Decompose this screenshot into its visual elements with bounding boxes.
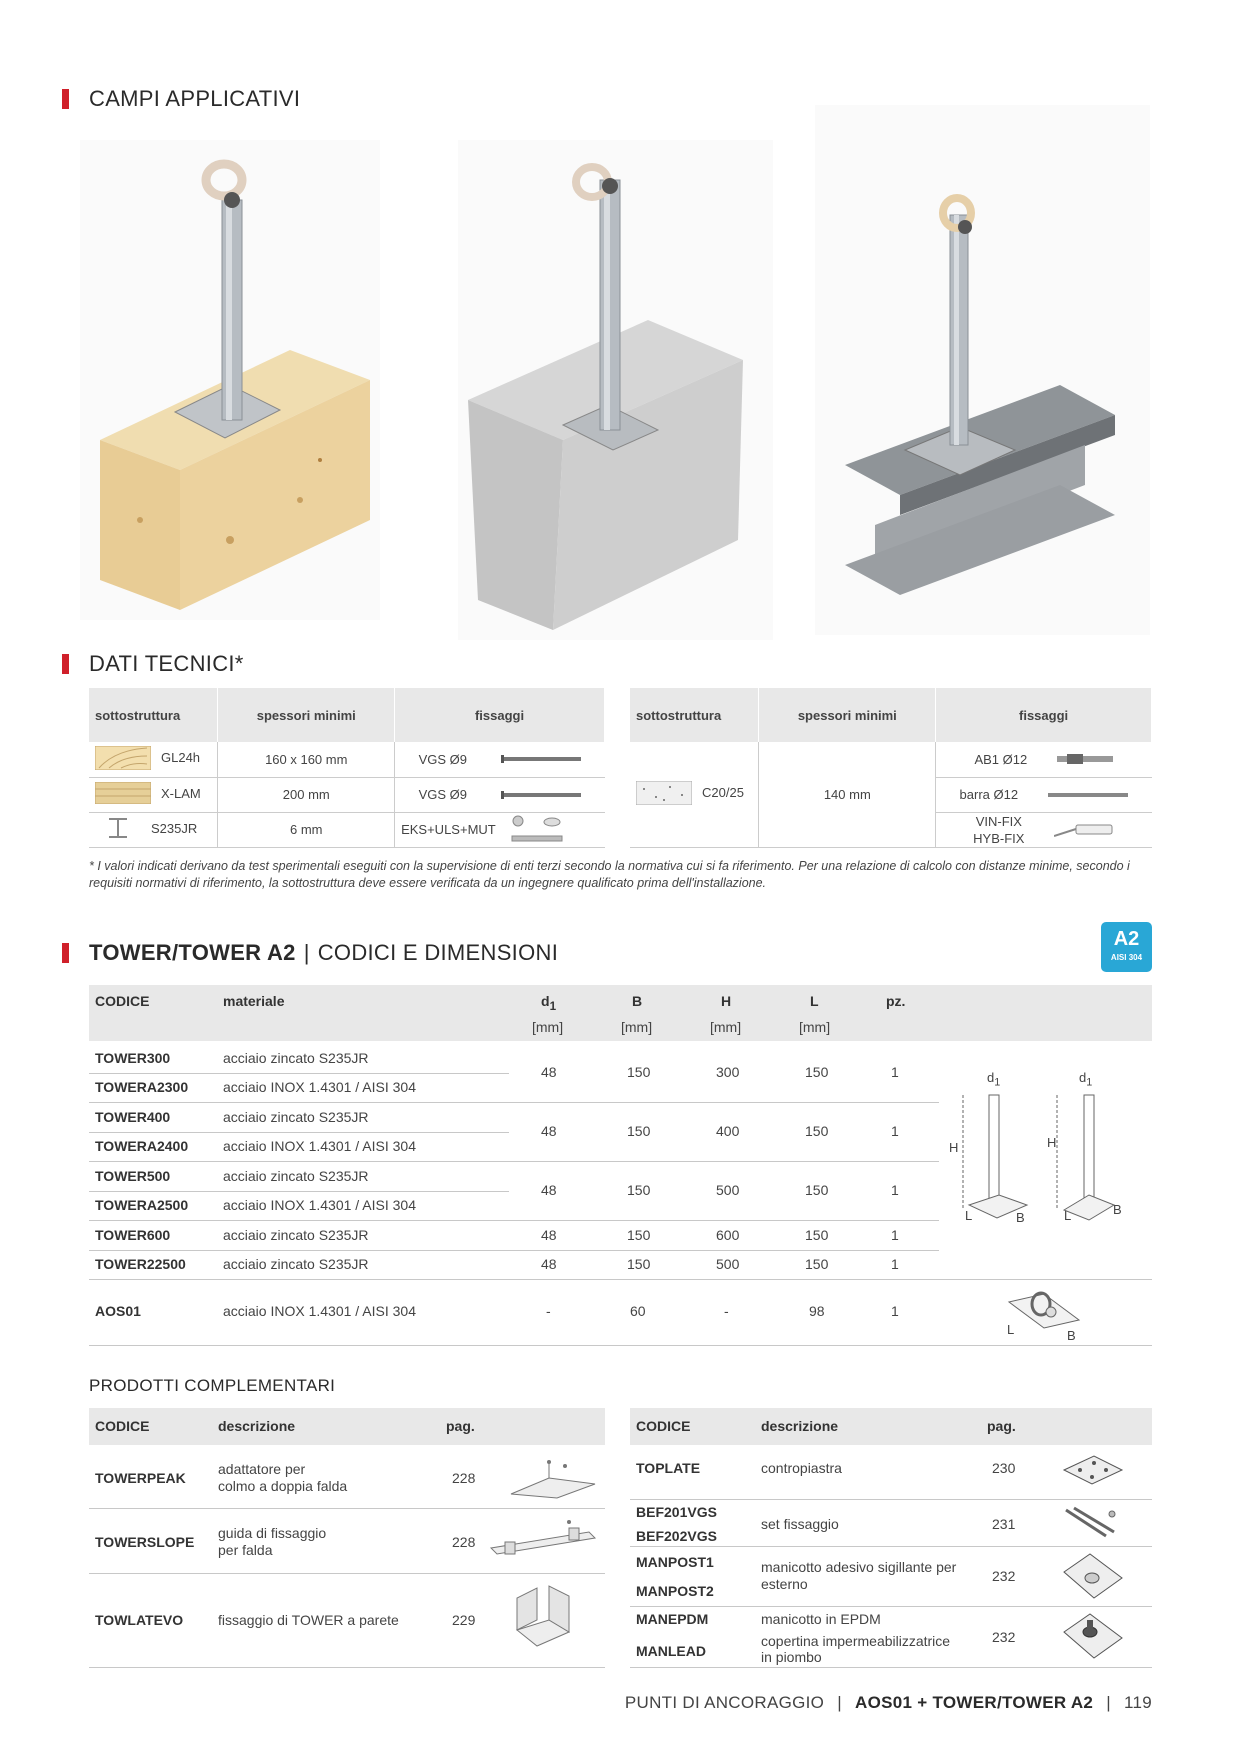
code-cell: BEF202VGS	[636, 1528, 717, 1544]
screw-icon	[501, 755, 581, 763]
codes-title-bold: TOWER/TOWER A2	[89, 940, 296, 965]
l-cell: 150	[805, 1182, 829, 1198]
header-b: B	[632, 993, 643, 1009]
footer-separator: |	[837, 1693, 842, 1712]
aos01-drawing	[999, 1282, 1109, 1344]
diagram-label-b-right: B	[1113, 1202, 1122, 1217]
description-cell: copertina impermeabilizzatrice	[761, 1633, 951, 1649]
steel-application-image	[815, 105, 1150, 635]
h-cell: 300	[716, 1064, 740, 1080]
description-cell: fissaggio di TOWER a parete	[218, 1612, 399, 1628]
substrate-cell	[630, 742, 759, 847]
thickness-cell: 6 mm	[218, 812, 395, 847]
tech-note: * I valori indicati derivano da test sperimentali eseguiti con la supervisione di enti terzi secondo la normativa cui si fa riferimento. Per una relazione di calcolo con distanze minime, secondo i requisiti normativi di riferimento, la sottostruttura deve essere verificata da un ingegnere qualificato prima dell'installazione.	[89, 859, 1130, 890]
header-code: CODICE	[95, 993, 150, 1009]
b-cell: 150	[627, 1182, 651, 1198]
fixing-label: VGS Ø9	[418, 751, 467, 767]
row-divider	[89, 1220, 939, 1221]
tech-table-left	[89, 688, 605, 848]
row-divider	[89, 1667, 605, 1668]
manpost-product-icon	[1060, 1550, 1126, 1602]
page-footer	[625, 1693, 1152, 1713]
tech-table-right	[630, 688, 1152, 848]
b-cell: 150	[627, 1256, 651, 1272]
page-cell: 228	[452, 1534, 476, 1550]
h-cell: 500	[716, 1256, 740, 1272]
l-cell: 98	[809, 1303, 825, 1319]
toplate-product-icon	[1060, 1452, 1126, 1488]
header-page: pag.	[446, 1418, 475, 1434]
page-cell: 230	[992, 1460, 1016, 1476]
page-cell: 232	[992, 1629, 1016, 1645]
substrate-cell	[89, 777, 218, 812]
pz-cell: 1	[891, 1123, 899, 1139]
code-cell: BEF201VGS	[636, 1504, 717, 1520]
towerslope-product-icon	[489, 1518, 599, 1560]
tech-right-header-fixing: fissaggi	[936, 688, 1152, 742]
material-cell: acciaio zincato S235JR	[223, 1050, 369, 1066]
d1-cell: 48	[541, 1123, 557, 1139]
table-header-bg	[630, 1408, 1152, 1445]
diagram-d1-text: d	[1079, 1070, 1087, 1085]
page-number: 119	[1123, 1693, 1152, 1712]
applications-title-text: CAMPI APPLICATIVI	[89, 86, 301, 111]
material-cell: acciaio INOX 1.4301 / AISI 304	[223, 1303, 417, 1319]
header-page: pag.	[987, 1418, 1016, 1434]
fixing-label: VGS Ø9	[418, 787, 467, 802]
aos01-dimension-diagram	[999, 1282, 1109, 1344]
header-code: CODICE	[95, 1418, 150, 1434]
b-cell: 150	[627, 1227, 651, 1243]
code-cell: MANEPDM	[636, 1611, 709, 1627]
d1-cell: 48	[541, 1227, 557, 1243]
header-unit: [mm]	[710, 1019, 742, 1035]
complementary-table-left	[89, 1408, 605, 1668]
code-cell: TOWERSLOPE	[95, 1534, 195, 1550]
a2-badge	[1101, 922, 1152, 972]
pz-cell: 1	[891, 1182, 899, 1198]
code-cell: TOWER500	[95, 1168, 171, 1184]
code-cell: TOWER400	[95, 1109, 171, 1125]
tech-right-header-substrate: sottostruttura	[630, 688, 759, 742]
screw-set-product-icon	[1060, 1506, 1116, 1542]
pz-cell: 1	[891, 1303, 899, 1319]
h-cell: 400	[716, 1123, 740, 1139]
pz-cell: 1	[891, 1064, 899, 1080]
header-d1	[541, 993, 556, 1013]
timber-xlam-icon	[95, 782, 151, 804]
b-cell: 150	[627, 1064, 651, 1080]
fixing-label: VIN-FIX	[975, 813, 1022, 829]
description-cell: guida di fissaggio	[218, 1525, 327, 1541]
anchor-bolt-icon	[1057, 753, 1113, 765]
material-cell: acciaio INOX 1.4301 / AISI 304	[223, 1138, 417, 1154]
header-description: descrizione	[218, 1418, 296, 1434]
towlatevo-product-icon	[509, 1580, 575, 1658]
material-cell: acciaio INOX 1.4301 / AISI 304	[223, 1079, 417, 1095]
substrate-label: C20/25	[702, 785, 744, 801]
d1-cell: 48	[541, 1256, 557, 1272]
code-cell: TOWER300	[95, 1050, 171, 1066]
row-divider	[630, 1667, 1152, 1668]
footer-product: AOS01 + TOWER/TOWER A2	[855, 1693, 1094, 1712]
description-cell: manicotto adesivo sigillante per	[761, 1559, 957, 1575]
fixing-label: HYB-FIX	[973, 830, 1025, 846]
l-cell: 150	[805, 1064, 829, 1080]
substrate-label: GL24h	[161, 750, 201, 766]
fixing-label: EKS+ULS+MUT	[401, 822, 496, 837]
code-cell: TOWERA2400	[95, 1138, 189, 1154]
code-cell: TOWER600	[95, 1227, 171, 1243]
thickness-cell: 140 mm	[759, 742, 936, 847]
diagram-label-l-left: L	[965, 1208, 973, 1223]
code-cell: MANLEAD	[636, 1643, 706, 1659]
bolt-nut-washer-icon	[508, 814, 568, 846]
h-cell: 500	[716, 1182, 740, 1198]
footer-separator: |	[1106, 1693, 1111, 1712]
diagram-label-b-left: B	[1016, 1210, 1025, 1225]
badge-small-text: AISI 304	[1110, 953, 1143, 962]
material-cell: acciaio zincato S235JR	[223, 1168, 369, 1184]
table-row	[89, 812, 605, 847]
row-divider	[89, 1191, 509, 1192]
tech-right-header-thickness: spessori minimi	[759, 688, 936, 742]
description-cell: colmo a doppia falda	[218, 1478, 348, 1494]
tech-left-header-thickness: spessori minimi	[218, 688, 395, 742]
complementary-title: PRODOTTI COMPLEMENTARI	[89, 1376, 336, 1395]
timber-application-image	[80, 140, 380, 620]
l-cell: 150	[805, 1227, 829, 1243]
pz-cell: 1	[891, 1256, 899, 1272]
b-cell: 60	[630, 1303, 646, 1319]
footer-section: PUNTI DI ANCORAGGIO	[624, 1693, 825, 1712]
aos-label-b: B	[1067, 1328, 1076, 1343]
page-cell: 229	[452, 1612, 476, 1628]
description-cell: adattatore per	[218, 1461, 306, 1477]
fixing-label: AB1 Ø12	[974, 751, 1028, 767]
diagram-d1-sub: 1	[994, 1076, 1001, 1089]
codes-title-rest: CODICI E DIMENSIONI	[317, 940, 559, 965]
header-pz: pz.	[886, 993, 906, 1009]
tech-left-header-substrate: sottostruttura	[89, 688, 218, 742]
tech-title-text: DATI TECNICI*	[89, 651, 244, 676]
threaded-rod-icon	[1048, 792, 1128, 798]
h-cell: -	[724, 1303, 729, 1319]
tech-left-header-fixing: fissaggi	[395, 688, 605, 742]
d1-cell: 48	[541, 1064, 557, 1080]
fixing-cell	[395, 742, 605, 777]
description-cell: esterno	[761, 1576, 808, 1592]
d1-cell: -	[546, 1303, 551, 1319]
fixing-cell	[936, 742, 1152, 777]
table-row	[630, 742, 1152, 777]
description-cell: per falda	[218, 1542, 273, 1558]
substrate-label: X-LAM	[161, 785, 201, 801]
material-cell: acciaio zincato S235JR	[223, 1109, 369, 1125]
row-divider	[89, 1132, 509, 1133]
towerpeak-product-icon	[509, 1454, 599, 1500]
l-cell: 150	[805, 1256, 829, 1272]
header-d1-sub: 1	[549, 999, 557, 1013]
screw-icon	[501, 791, 581, 799]
aos-label-l: L	[1007, 1322, 1015, 1337]
resin-cartridge-icon	[1054, 822, 1114, 838]
header-l: L	[810, 993, 819, 1009]
code-cell: TOWERA2500	[95, 1197, 189, 1213]
header-description: descrizione	[761, 1418, 839, 1434]
header-code: CODICE	[636, 1418, 691, 1434]
concrete-icon	[636, 781, 692, 805]
thickness-cell: 200 mm	[218, 777, 395, 812]
l-cell: 150	[805, 1123, 829, 1139]
header-unit: [mm]	[799, 1019, 831, 1035]
row-divider	[89, 1508, 605, 1509]
fixing-cell	[936, 777, 1152, 812]
row-divider	[89, 1250, 939, 1251]
codes-section-title	[62, 940, 558, 966]
row-divider	[89, 1073, 509, 1074]
tower-dimension-diagram	[949, 1070, 1149, 1250]
code-cell: MANPOST1	[636, 1554, 714, 1570]
fixing-cell	[395, 812, 605, 847]
substrate-cell	[89, 742, 218, 777]
header-unit: [mm]	[532, 1019, 564, 1035]
code-cell: TOWER22500	[95, 1256, 186, 1272]
code-cell: AOS01	[95, 1303, 141, 1319]
diagram-label-d1-right	[1079, 1070, 1092, 1089]
code-cell: TOWERA2300	[95, 1079, 189, 1095]
description-cell: in piombo	[761, 1649, 822, 1665]
diagram-d1-sub: 1	[1086, 1076, 1093, 1089]
row-divider	[89, 1279, 1152, 1280]
fixing-cell	[395, 777, 605, 812]
complementary-table-right	[630, 1408, 1152, 1668]
header-unit: [mm]	[621, 1019, 653, 1035]
header-material: materiale	[223, 993, 285, 1009]
row-divider	[630, 1546, 1152, 1547]
table-header-bg	[89, 1408, 605, 1445]
pz-cell: 1	[891, 1227, 899, 1243]
material-cell: acciaio INOX 1.4301 / AISI 304	[223, 1197, 417, 1213]
h-cell: 600	[716, 1227, 740, 1243]
page-cell: 228	[452, 1470, 476, 1486]
tower-dimension-drawing	[949, 1070, 1149, 1250]
header-h: H	[721, 993, 732, 1009]
manepdm-product-icon	[1060, 1610, 1126, 1662]
section-marker	[62, 943, 69, 963]
diagram-label-h-left: H	[949, 1140, 959, 1155]
applications-section-title	[62, 86, 300, 112]
tech-section-title	[62, 651, 244, 677]
substrate-cell	[89, 812, 218, 847]
substrate-label: S235JR	[151, 820, 198, 836]
fixing-cell	[936, 812, 1152, 847]
code-cell: TOWERPEAK	[95, 1470, 186, 1486]
diagram-label-l-right: L	[1064, 1208, 1072, 1223]
diagram-d1-text: d	[987, 1070, 995, 1085]
row-divider	[89, 1345, 1152, 1346]
row-divider	[630, 1499, 1152, 1500]
table-row	[89, 742, 605, 777]
section-marker	[62, 89, 69, 109]
badge-big-text: A2	[1113, 928, 1140, 950]
thickness-cell: 160 x 160 mm	[218, 742, 395, 777]
fixing-label: barra Ø12	[959, 787, 1019, 802]
row-divider	[630, 1606, 1152, 1607]
material-cell: acciaio zincato S235JR	[223, 1256, 369, 1272]
timber-glulam-icon	[95, 746, 151, 770]
row-divider	[89, 1161, 939, 1162]
table-row	[89, 777, 605, 812]
row-divider	[89, 1102, 939, 1103]
diagram-label-h-right: H	[1047, 1135, 1057, 1150]
code-cell: MANPOST2	[636, 1583, 714, 1599]
description-cell: contropiastra	[761, 1460, 842, 1476]
code-cell: TOPLATE	[636, 1460, 701, 1476]
header-d1-text: d	[541, 993, 550, 1009]
diagram-label-d1-left	[987, 1070, 1000, 1089]
code-cell: TOWLATEVO	[95, 1612, 184, 1628]
codes-title-separator: |	[303, 940, 310, 965]
material-cell: acciaio zincato S235JR	[223, 1227, 369, 1243]
description-cell: manicotto in EPDM	[761, 1611, 881, 1627]
section-marker	[62, 654, 69, 674]
page-cell: 231	[992, 1516, 1016, 1532]
steel-beam-icon	[109, 818, 127, 838]
b-cell: 150	[627, 1123, 651, 1139]
row-divider	[89, 1573, 605, 1574]
description-cell: set fissaggio	[761, 1516, 839, 1532]
page-cell: 232	[992, 1568, 1016, 1584]
concrete-application-image	[458, 140, 773, 640]
d1-cell: 48	[541, 1182, 557, 1198]
